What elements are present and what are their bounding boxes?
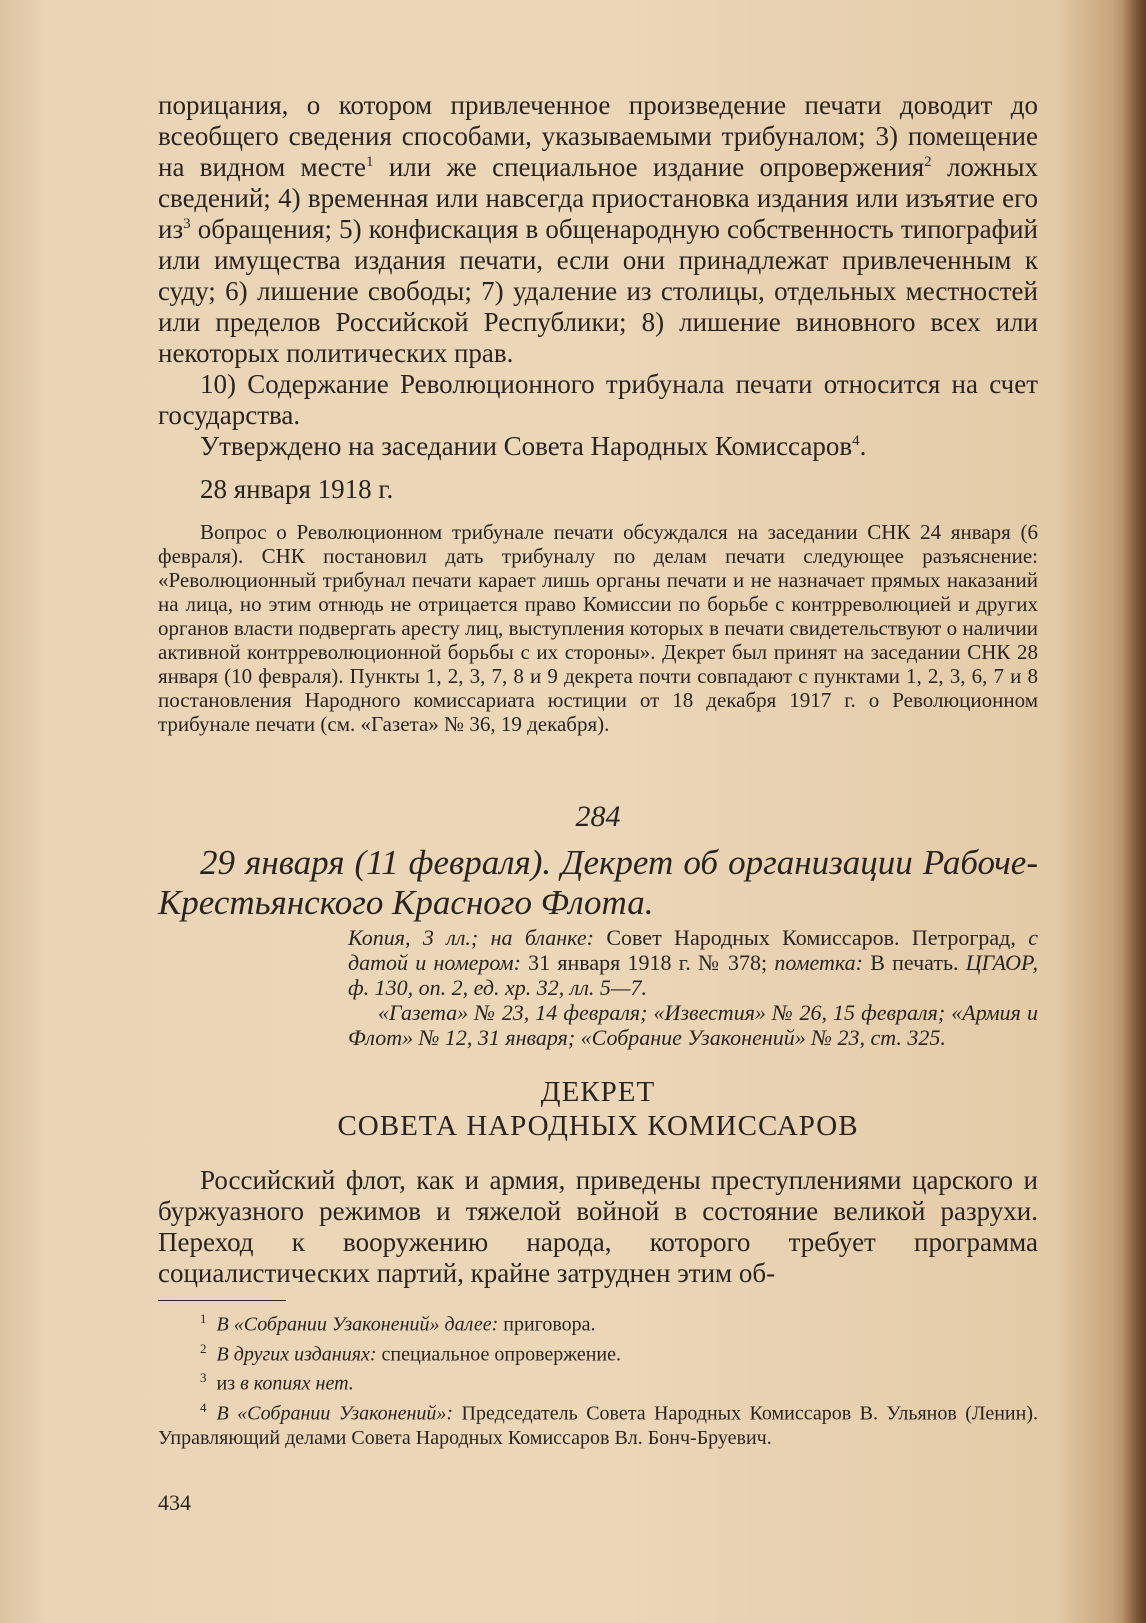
heading-line-2: СОВЕТА НАРОДНЫХ КОМИССАРОВ <box>337 1110 859 1142</box>
paragraph-maintenance: 10) Содержание Революционного трибунала печати относится на счет государства. <box>158 369 1038 430</box>
footnote-4: $^4$ В «Собрании Узаконений»: Председатель Совета Народных Комиссаров В. Ульянов (Ленин). Управляющий делами Совета Народных Комиссаров Вл. Бонч-Бруевич. <box>158 1399 1038 1449</box>
document-source-note <box>158 925 1038 1050</box>
decree-date: 28 января 1918 г. <box>200 474 394 504</box>
footnote-2: $^2$ В других изданиях: специальное опровержение. <box>200 1340 622 1366</box>
footnotes <box>158 1300 1038 1450</box>
document-number: 284 <box>575 800 621 833</box>
decree-heading <box>158 1075 1038 1143</box>
document-title: 29 января (11 февраля). Декрет об организации Рабоче-Крестьянского Красного Флота. <box>158 843 1038 922</box>
editorial-commentary: Вопрос о Революционном трибунале печати обсуждался на заседании СНК 24 января (6 февраля). СНК постановил дать трибуналу по делам печати следующее разъяснение: «Революционный трибунал печати карает лишь органы печати и не назначает прямых наказаний на лица, но этим отнюдь не отрицается право Комиссии по борьбе с контрреволюцией и других органов власти подвергать аресту лиц, выступления которых в печати свидетельствуют о наличии активной контрреволюционной борьбы с их стороны». Декрет был принят на заседании СНК 28 января (10 февраля). Пункты 1, 2, 3, 7, 8 и 9 декрета почти совпадают с пунктами 1, 2, 3, 6, 7 и 8 постановления Народного комиссариата юстиции от 18 декабря 1917 г. о Революционном трибунале печати (см. «Газета» № 36, 19 декабря). <box>158 520 1038 736</box>
decree-body: Российский флот, как и армия, приведены преступлениями царского и буржуазного режимов и тяжелой войной в состояние великой разрухи. Переход к вооружению народа, которого требует программа социалистических партий, крайне затруднен этим об- <box>158 1165 1038 1288</box>
approval-line: Утверждено на заседании Совета Народных Комиссаров$^4$. <box>200 431 867 461</box>
continued-decree-text <box>158 90 1038 505</box>
book-spine-edge <box>1124 0 1146 1623</box>
page-number: 434 <box>158 1490 191 1515</box>
source-publications: «Газета» № 23, 14 февраля; «Известия» № 26, 15 февраля; «Армия и Флот» № 12, 31 января; «Собрание Узаконений» № 23, ст. 325. <box>348 1000 1038 1050</box>
heading-line-1: ДЕКРЕТ <box>540 1076 656 1108</box>
paragraph-penalties: порицания, о котором привлеченное произведение печати доводит до всеобщего сведения способами, указываемыми трибуналом; 3) помещение на видном месте$^1$ или же специальное издание опровержения$^2$ ложных сведений; 4) временная или навсегда приостановка издания или изъятие его $из^3$ обращения; 5) конфискация в общенародную собственность типографий или имущества издания печати, если они принадлежат привлеченным к суду; 6) лишение свободы; 7) удаление из столицы, отдельных местностей или пределов Российской Республики; 8) лишение виновного всех или некоторых политических прав. <box>158 90 1038 368</box>
footnote-3: $^3$ из в копиях нет. <box>200 1370 354 1395</box>
footnote-1: $^1$ В «Собрании Узаконений» далее: приговора. <box>200 1311 596 1336</box>
footnote-rule <box>158 1300 286 1301</box>
source-copy: Копия, 3 лл.; на бланке: Совет Народных Комиссаров. Петроград, с датой и номером: 31 января 1918 г. № 378; пометка: В печать. ЦГАОР, ф. 130, оп. 2, ед. хр. 32, лл. 5—7. <box>348 925 1038 1000</box>
